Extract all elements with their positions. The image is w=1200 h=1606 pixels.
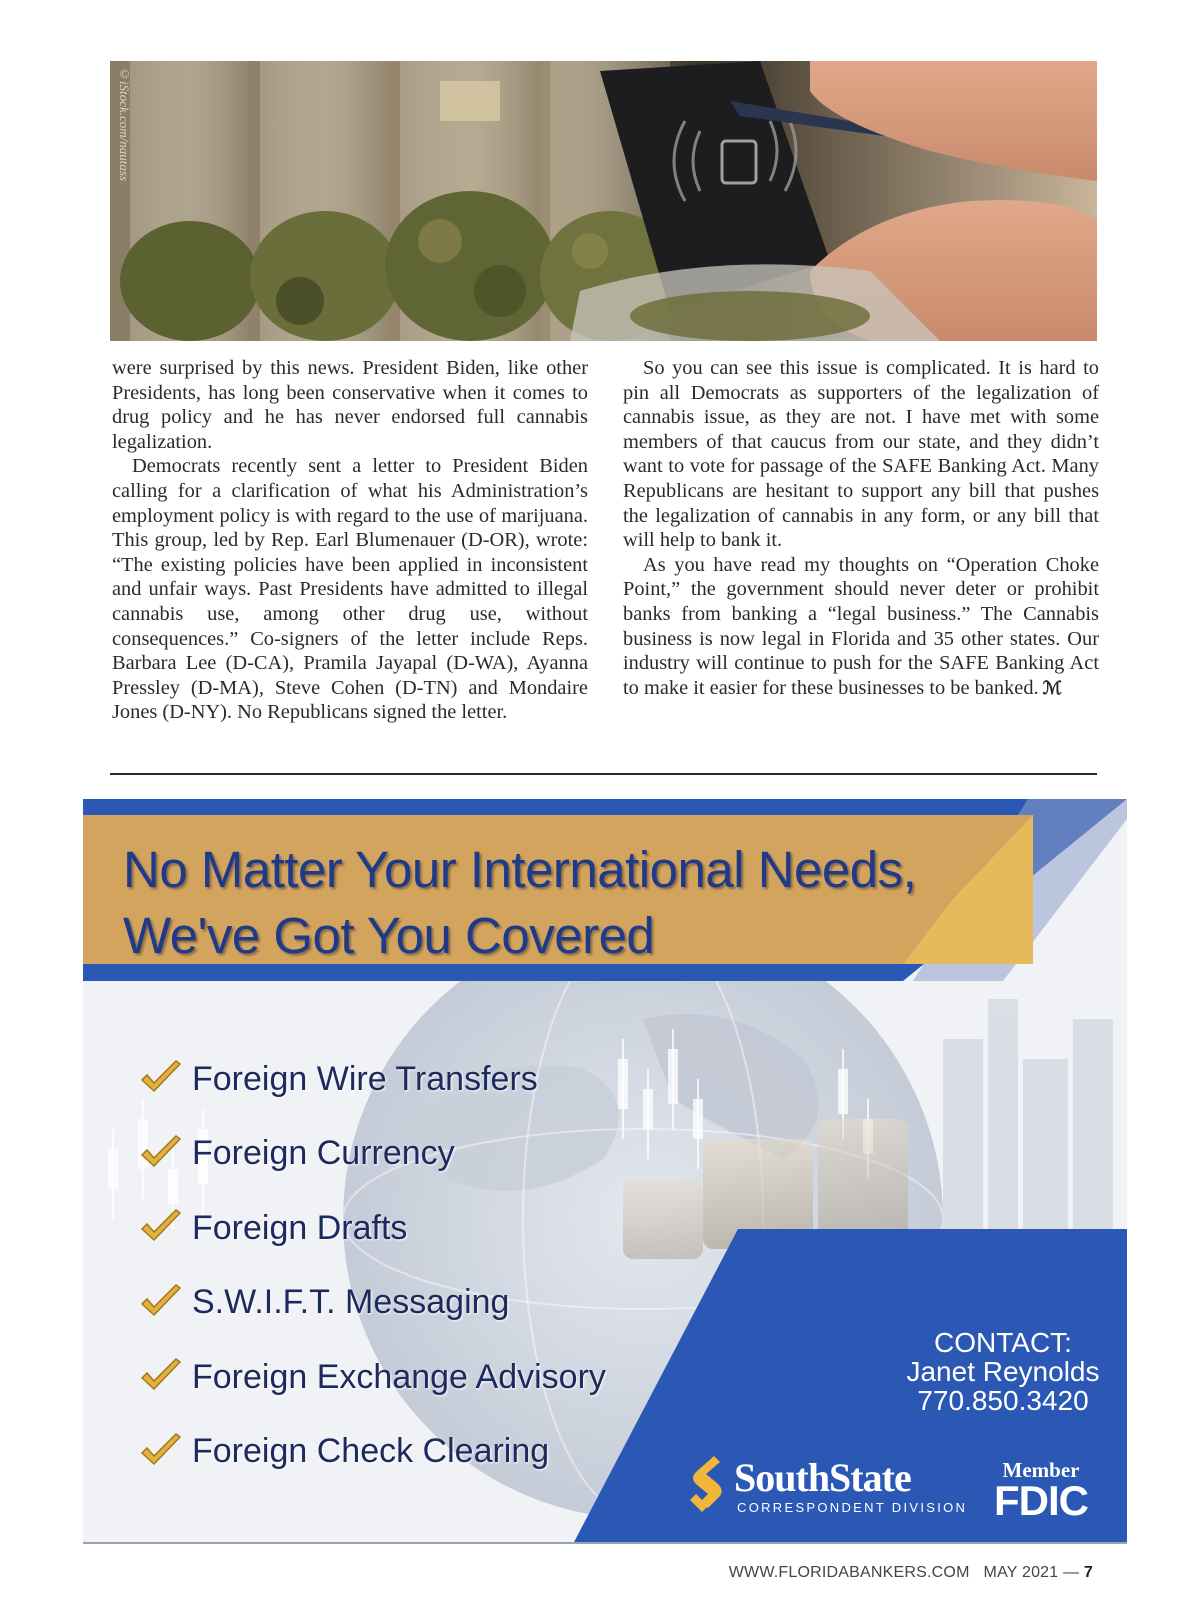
fdic-member-text: Member <box>1002 1458 1080 1482</box>
service-item <box>138 1191 606 1266</box>
checkmark-icon <box>138 1280 184 1326</box>
service-item <box>138 1042 606 1117</box>
ad-headline-line: We've Got You Covered <box>123 907 655 964</box>
contact-label: CONTACT: <box>934 1327 1072 1358</box>
checkmark-icon <box>138 1354 184 1400</box>
page-footer <box>729 1564 1093 1582</box>
service-item <box>138 1117 606 1192</box>
ad-headline-line: No Matter Your International Needs, <box>123 841 917 898</box>
southstate-s-icon <box>686 1454 726 1516</box>
article-column-right <box>623 356 1099 700</box>
service-label: Foreign Exchange Advisory <box>192 1357 606 1396</box>
fdic-logo: FDIC <box>994 1477 1088 1524</box>
article-paragraph-text: As you have read my thoughts on “Operation Choke Point,” the government should never deter or prohibit banks from banking a “legal business.” The Cannabis business is now legal in Florida and 35 other states. Our industry will continue to push for the SAFE Banking Act to make it easier for these businesses to be banked. <box>623 553 1099 699</box>
article-paragraph: Democrats recently sent a letter to President Biden calling for a clarification of what his Administration’s employment policy is with regard to the use of marijuana. This group, led by Rep. Earl Blumenauer (D-OR), wrote: “The existing policies have been applied in inconsistent and unfair ways. Past Presidents have admitted to illegal cannabis use, among other drug use, without consequences.” Co-signers of the letter include Reps. Barbara Lee (D-CA), Pramila Jayapal (D-WA), Ayanna Pressley (D-MA), Steve Cohen (D-TN) and Mondaire Jones (D-NY). No Republicans signed the letter. <box>112 455 588 724</box>
contact-block <box>783 1328 1127 1415</box>
service-label: Foreign Wire Transfers <box>192 1059 538 1098</box>
service-label: Foreign Drafts <box>192 1208 408 1247</box>
service-label: Foreign Currency <box>192 1134 455 1173</box>
contact-phone: 770.850.3420 <box>917 1385 1089 1416</box>
brand-division: CORRESPONDENT DIVISION <box>737 1500 968 1515</box>
southstate-logo <box>686 1454 966 1524</box>
article-paragraph-final <box>623 553 1099 701</box>
ad-headline <box>123 837 1083 969</box>
service-item <box>138 1415 606 1490</box>
checkmark-icon <box>138 1205 184 1251</box>
service-label: S.W.I.F.T. Messaging <box>192 1283 510 1322</box>
services-list <box>138 1042 606 1489</box>
footer-issue: MAY 2021 — <box>983 1564 1080 1581</box>
checkmark-icon <box>138 1131 184 1177</box>
service-item <box>138 1266 606 1341</box>
article-paragraph: So you can see this issue is complicated. It is hard to pin all Democrats as supporters of the legalization of cannabis issue, as they are not. I have met with some members of that caucus from our state, and they didn’t want to vote for passage of the SAFE Banking Act. Many Republicans are hesitant to support any bill that pushes the legalization of cannabis in any form, or any bill that will help to bank it. <box>623 357 1099 552</box>
photo-credit: ©iStock.com/nautass <box>117 66 132 182</box>
fdic-badge <box>991 1458 1091 1524</box>
service-label: Foreign Check Clearing <box>192 1432 550 1471</box>
footer-website: WWW.FLORIDABANKERS.COM <box>728 1564 970 1581</box>
checkmark-icon <box>138 1429 184 1475</box>
brand-name: SouthState <box>734 1455 911 1500</box>
end-of-article-icon: ℳ <box>1042 677 1062 698</box>
contact-name: Janet Reynolds <box>906 1356 1100 1387</box>
checkmark-icon <box>138 1056 184 1102</box>
cannabis-dispensary-photo <box>110 61 1097 341</box>
service-item <box>138 1340 606 1415</box>
section-divider <box>110 773 1097 775</box>
page-number: 7 <box>1083 1564 1093 1581</box>
article-paragraph: were surprised by this news. President Biden, like other Presidents, has long been conservative when it comes to drug policy and he has never endorsed full cannabis legalization. <box>112 357 588 453</box>
southstate-advertisement <box>83 799 1127 1544</box>
article-column-left <box>112 356 588 725</box>
